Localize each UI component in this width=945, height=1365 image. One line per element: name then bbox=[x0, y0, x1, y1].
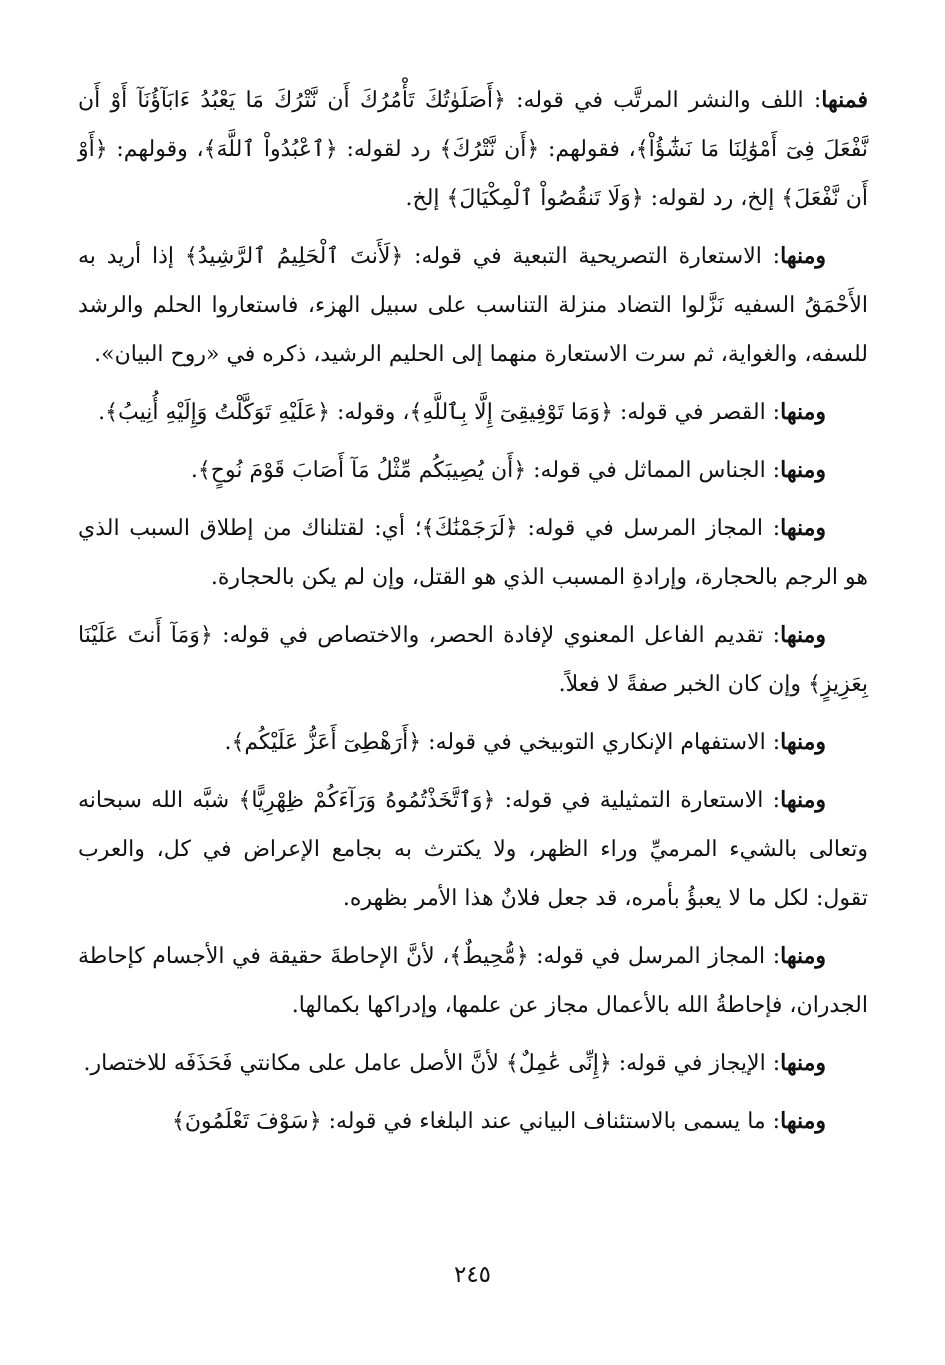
paragraph-lead: ومنها bbox=[780, 787, 826, 813]
paragraph bbox=[78, 611, 868, 709]
paragraph-lead: ومنها bbox=[780, 243, 826, 269]
paragraph-lead: فمنها bbox=[821, 87, 868, 113]
paragraph bbox=[78, 232, 868, 379]
paragraph-text: : الاستعارة التصريحية التبعية في قوله: ﴿لَأَنتَ ٱلْحَلِيمُ ٱلرَّشِيدُ﴾ إذا أريد به الأَحْمَقُ السفيه نَزَّلوا التضاد منزلة التناسب على سبيل الهزء، فاستعاروا الحلم والرشد للسفه، والغواية، ثم سرت الاستعارة منهما إلى الحليم الرشيد، ذكره في «روح البيان». bbox=[78, 244, 868, 367]
paragraph-text: : ما يسمى بالاستئناف البياني عند البلغاء في قوله: ﴿سَوْفَ تَعْلَمُونَ﴾ bbox=[171, 1109, 781, 1134]
paragraph-text: : تقديم الفاعل المعنوي لإفادة الحصر، والاختصاص في قوله: ﴿وَمَآ أَنتَ عَلَيْنَا بِعَزِيزٍ﴾ وإن كان الخبر صفةً لا فعلاً. bbox=[78, 623, 868, 697]
page-number: ٢٤٥ bbox=[453, 1262, 492, 1288]
paragraph-lead: ومنها bbox=[780, 515, 826, 541]
paragraph bbox=[78, 718, 868, 767]
paragraph bbox=[78, 388, 868, 437]
paragraph-text: : الإيجاز في قوله: ﴿إِنِّى عَٰمِلٌ﴾ لأنَّ الأصل عامل على مكانتي فَحَذَفَه للاختصار. bbox=[83, 1051, 781, 1076]
paragraph bbox=[78, 932, 868, 1030]
paragraph-text: : القصر في قوله: ﴿وَمَا تَوْفِيقِىٓ إِلَّا بِٱللَّهِ﴾، وقوله: ﴿عَلَيْهِ تَوَكَّلْتُ وَإِلَيْهِ أُنِيبُ﴾. bbox=[98, 400, 781, 425]
paragraph bbox=[78, 776, 868, 923]
paragraph-lead: ومنها bbox=[780, 729, 826, 755]
paragraph-text: : الاستعارة التمثيلية في قوله: ﴿وَٱتَّخَذْتُمُوهُ وَرَآءَكُمْ ظِهْرِيًّا﴾ شبَّه الله سبحانه وتعالى بالشيء المرميِّ وراء الظهر، ولا يكترث به بجامع الإعراض في كل، والعرب تقول: لكل ما لا يعبؤُ بأمره، قد جعل فلانٌ هذا الأمر بظهره. bbox=[78, 788, 868, 911]
paragraph-lead: ومنها bbox=[780, 622, 826, 648]
paragraph-lead: ومنها bbox=[780, 457, 826, 483]
paragraph bbox=[78, 1097, 868, 1146]
paragraph bbox=[78, 1039, 868, 1088]
page-body bbox=[78, 76, 868, 1155]
paragraph-text: : المجاز المرسل في قوله: ﴿مُّحِيطٌ﴾، لأنَّ الإحاطةَ حقيقة في الأجسام كإحاطة الجدران، فإحاطةُ الله بالأعمال مجاز عن علمها، وإدراكها بكمالها. bbox=[78, 944, 868, 1018]
paragraph bbox=[78, 504, 868, 602]
paragraph-lead: ومنها bbox=[780, 1108, 826, 1134]
paragraph-lead: ومنها bbox=[780, 1050, 826, 1076]
paragraph bbox=[78, 446, 868, 495]
paragraph-text: : الجناس المماثل في قوله: ﴿أَن يُصِيبَكُم مِّثْلُ مَآ أَصَابَ قَوْمَ نُوحٍ﴾. bbox=[190, 458, 781, 483]
paragraph-text: : الاستفهام الإنكاري التوبيخي في قوله: ﴿أَرَهْطِىٓ أَعَزُّ عَلَيْكُم﴾. bbox=[224, 730, 781, 755]
paragraph-lead: ومنها bbox=[780, 399, 826, 425]
paragraph-text: : اللف والنشر المرتَّب في قوله: ﴿أَصَلَوٰتُكَ تَأْمُرُكَ أَن نَّتْرُكَ مَا يَعْبُدُ ءَابَآؤُنَآ أَوْ أَن نَّفْعَلَ فِىٓ أَمْوَٰلِنَا مَا نَشَٰٓؤُاْ﴾، فقولهم: ﴿أَن نَّتْرُكَ﴾ رد لقوله: ﴿ٱعْبُدُواْ ٱللَّهَ﴾، وقولهم: ﴿أَوْ أَن نَّفْعَلَ﴾ إلخ، رد لقوله: ﴿وَلَا تَنقُصُواْ ٱلْمِكْيَالَ﴾ إلخ. bbox=[78, 88, 868, 211]
paragraph-lead: ومنها bbox=[780, 943, 826, 969]
paragraph bbox=[78, 76, 868, 223]
paragraph-text: : المجاز المرسل في قوله: ﴿لَرَجَمْنَٰكَ﴾؛ أي: لقتلناك من إطلاق السبب الذي هو الرجم بالحجارة، وإرادةِ المسبب الذي هو القتل، وإن لم يكن بالحجارة. bbox=[78, 516, 868, 590]
